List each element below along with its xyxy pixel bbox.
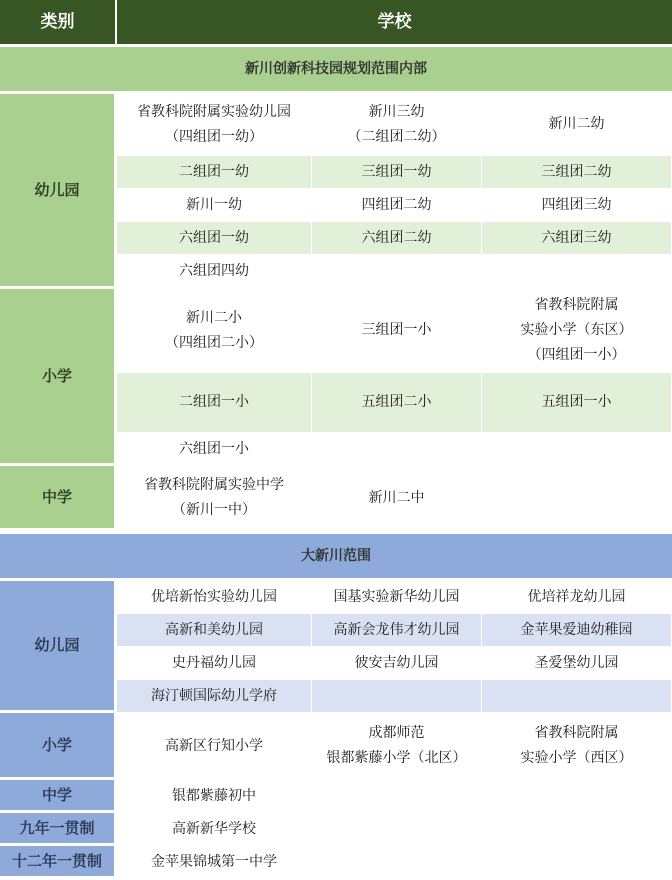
school-cell: 省教科院附属实验中学 （新川一中）: [117, 466, 312, 531]
school-cell: 优培祥龙幼儿园: [482, 581, 672, 614]
school-cell: 优培新怡实验幼儿园: [117, 581, 312, 614]
empty-cell: [482, 255, 672, 289]
empty-cell: [312, 255, 482, 289]
school-cell: 新川一幼: [117, 189, 312, 222]
empty-cell: [312, 680, 482, 713]
header-school: 学校: [117, 0, 672, 44]
school-cell: 省教科院附属实验幼儿园 （四组团一幼）: [117, 94, 312, 156]
school-cell: 省教科院附属 实验小学（西区）: [482, 713, 672, 780]
school-cell: 四组团二幼: [312, 189, 482, 222]
category-twelve-year: 十二年一贯制: [0, 846, 117, 879]
category-kindergarten: 幼儿园: [0, 94, 117, 289]
school-cell: 金苹果锦城第一中学: [117, 846, 312, 879]
empty-cell: [482, 680, 672, 713]
empty-cell: [482, 813, 672, 846]
school-cell: 三组团二幼: [482, 156, 672, 189]
section-title-xinchuan-park-row: [0, 47, 672, 91]
table-row: [0, 581, 672, 614]
table-row: [0, 94, 672, 156]
school-cell: 三组团一幼: [312, 156, 482, 189]
school-cell: 圣爱堡幼儿园: [482, 647, 672, 680]
category-kindergarten: 幼儿园: [0, 581, 117, 713]
school-cell: 高新新华学校: [117, 813, 312, 846]
empty-cell: [482, 780, 672, 813]
school-cell: 六组团四幼: [117, 255, 312, 289]
school-cell: 高新和美幼儿园: [117, 614, 312, 647]
section-title-greater-xinchuan-row: [0, 534, 672, 578]
empty-cell: [312, 813, 482, 846]
school-cell: 六组团三幼: [482, 222, 672, 255]
school-cell: 四组团三幼: [482, 189, 672, 222]
empty-cell: [482, 433, 672, 466]
empty-cell: [312, 433, 482, 466]
school-cell: 成都师范 银都紫藤小学（北区）: [312, 713, 482, 780]
header-row: [0, 0, 672, 44]
table-row: [0, 813, 672, 846]
category-nine-year: 九年一贯制: [0, 813, 117, 846]
empty-cell: [482, 846, 672, 879]
school-cell: 史丹福幼儿园: [117, 647, 312, 680]
header-category: 类别: [0, 0, 117, 44]
empty-cell: [482, 466, 672, 531]
school-cell: 二组团一幼: [117, 156, 312, 189]
school-cell: 高新会龙伟才幼儿园: [312, 614, 482, 647]
school-cell: 六组团一幼: [117, 222, 312, 255]
empty-cell: [312, 780, 482, 813]
section-title-xinchuan-park: 新川创新科技园规划范围内部: [0, 47, 672, 91]
section-title-greater-xinchuan: 大新川范围: [0, 534, 672, 578]
category-middle: 中学: [0, 780, 117, 813]
school-cell: 新川二中: [312, 466, 482, 531]
school-cell: 国基实验新华幼儿园: [312, 581, 482, 614]
school-cell: 新川二小 （四组团二小）: [117, 289, 312, 373]
table-row: [0, 846, 672, 879]
table-row: [0, 780, 672, 813]
school-cell: 高新区行知小学: [117, 713, 312, 780]
school-cell: 彼安吉幼儿园: [312, 647, 482, 680]
school-cell: 三组团一小: [312, 289, 482, 373]
school-cell: 六组团二幼: [312, 222, 482, 255]
category-middle: 中学: [0, 466, 117, 531]
school-cell: 省教科院附属 实验小学（东区） （四组团一小）: [482, 289, 672, 373]
school-cell: 五组团一小: [482, 373, 672, 433]
table-row: [0, 466, 672, 531]
school-cell: 银都紫藤初中: [117, 780, 312, 813]
category-primary: 小学: [0, 713, 117, 780]
table-row: [0, 713, 672, 780]
school-cell: 六组团一小: [117, 433, 312, 466]
category-primary: 小学: [0, 289, 117, 466]
school-cell: 五组团二小: [312, 373, 482, 433]
school-cell: 二组团一小: [117, 373, 312, 433]
school-cell: 新川三幼 （二组团二幼）: [312, 94, 482, 156]
table-row: [0, 289, 672, 373]
school-cell: 金苹果爱迪幼稚园: [482, 614, 672, 647]
school-cell: 海汀顿国际幼儿学府: [117, 680, 312, 713]
school-cell: 新川二幼: [482, 94, 672, 156]
empty-cell: [312, 846, 482, 879]
